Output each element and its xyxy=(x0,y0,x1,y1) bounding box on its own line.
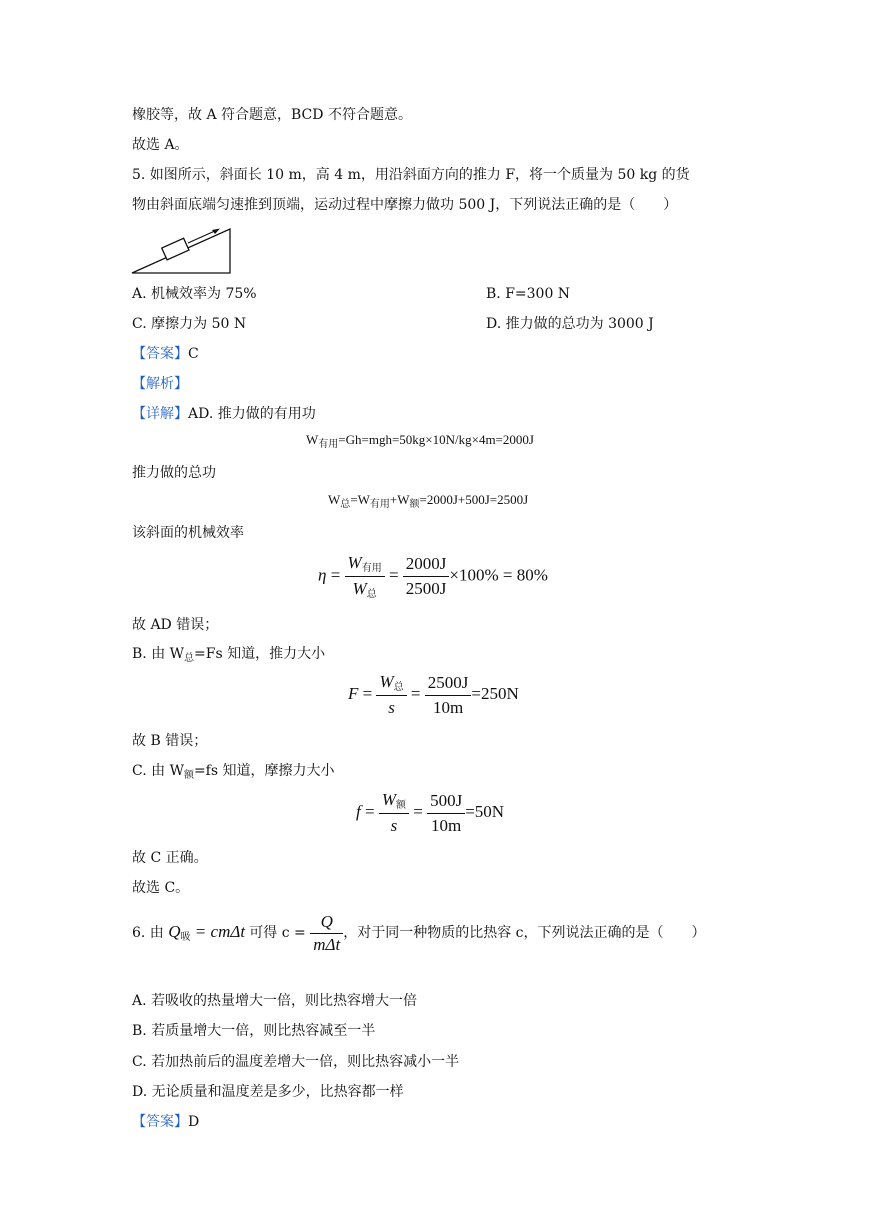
eq-subscript: 有用 xyxy=(361,563,382,574)
fraction xyxy=(379,790,409,836)
eq-part: =W xyxy=(350,492,370,507)
text-line: 故选 A。 xyxy=(132,137,189,153)
eq-part: +W xyxy=(389,492,410,507)
detail-text: AD. 推力做的有用功 xyxy=(188,406,316,422)
fraction-denominator: 10m xyxy=(432,697,464,717)
incline-figure xyxy=(128,222,238,278)
eq-subscript: 额 xyxy=(409,499,420,510)
text-line: 故选 C。 xyxy=(132,880,190,896)
option-b: B. F=300 N xyxy=(486,286,571,302)
text-line: 橡胶等，故 A 符合题意，BCD 不符合题意。 xyxy=(132,107,412,123)
fraction xyxy=(427,791,465,836)
eq-symbol: W xyxy=(379,672,394,691)
option-d: D. 无论质量和温度差是多少，比热容都一样 xyxy=(132,1084,404,1100)
fraction-denominator: 10m xyxy=(431,815,462,835)
text-part: =fs 知道，摩擦力大小 xyxy=(193,763,335,779)
option-d: D. 推力做的总功为 3000 J xyxy=(486,316,654,332)
text-line xyxy=(132,761,335,786)
answer-line xyxy=(132,344,199,364)
question-5-line2: 物由斜面底端匀速推到顶端，运动过程中摩擦力做功 500 J，下列说法正确的是（ ） xyxy=(132,197,678,213)
answer-tag: 【答案】 xyxy=(132,346,188,362)
option-c: C. 若加热前后的温度差增大一倍，则比热容减小一半 xyxy=(132,1054,460,1070)
eq-symbol: F xyxy=(348,683,359,703)
fraction-denominator: s xyxy=(388,698,395,717)
answer-line xyxy=(132,1112,199,1132)
eq-subscript: 总 xyxy=(340,499,351,510)
fraction-numerator: 2500J xyxy=(425,673,472,696)
equation-force: F = $\frac{W_总}{s}$ = $\frac{2500J}{10m}$ =250N xyxy=(348,672,519,717)
eq-subscript: 总 xyxy=(393,682,404,693)
fraction xyxy=(345,553,385,600)
question-6-line xyxy=(132,912,706,952)
answer-value: C xyxy=(188,346,199,362)
detail-line xyxy=(132,404,316,424)
equation-heat xyxy=(168,922,249,941)
eq-subscript: 吸 xyxy=(180,932,191,943)
eq-subscript: 总 xyxy=(184,653,195,664)
analysis-tag: 【解析】 xyxy=(132,376,188,392)
fraction-numerator: 500J xyxy=(427,791,465,814)
text-line: 故 B 错误； xyxy=(132,733,208,749)
fraction xyxy=(376,672,406,718)
eq-symbol: W xyxy=(328,492,341,507)
text-line xyxy=(132,644,325,669)
equation-efficiency: η = $\frac{W_{有用}}{W_总}$ = $\frac{2000J}{2500J}$ ×100% = 80% xyxy=(318,553,548,600)
text-line: 故 AD 错误； xyxy=(132,617,219,633)
answer-tag: 【答案】 xyxy=(132,1114,188,1130)
option-a: A. 机械效率为 75% xyxy=(132,286,257,302)
option-b: B. 若质量增大一倍，则比热容减至一半 xyxy=(132,1023,376,1039)
eq-symbol: W xyxy=(306,432,319,447)
question-5-line1: 5. 如图所示，斜面长 10 m，高 4 m，用沿斜面方向的推力 F，将一个质量为 50 kg 的货 xyxy=(132,167,690,183)
text-line: 故 C 正确。 xyxy=(132,850,208,866)
eq-symbol: W xyxy=(352,579,367,598)
text-line: 该斜面的机械效率 xyxy=(132,525,244,541)
fraction-numerator: 2000J xyxy=(403,554,450,577)
text-part: B. 由 W xyxy=(132,646,185,662)
text-part: 6. 由 xyxy=(132,925,164,941)
arrow-head-icon xyxy=(212,229,220,235)
eq-subscript: 有用 xyxy=(318,439,339,450)
eq-symbol: W xyxy=(381,790,396,809)
eq-part: = cmΔt xyxy=(194,922,246,941)
analysis-line xyxy=(132,374,188,394)
equation-useful-work xyxy=(306,432,534,450)
fraction-denominator: 2500J xyxy=(405,579,447,598)
eq-subscript: 有用 xyxy=(369,499,390,510)
fraction xyxy=(425,673,472,718)
option-c: C. 摩擦力为 50 N xyxy=(132,316,247,332)
eq-rest: ×100% = 80% xyxy=(449,565,548,585)
option-a: A. 若吸收的热量增大一倍，则比热容增大一倍 xyxy=(132,993,418,1009)
eq-symbol: Q xyxy=(168,922,181,941)
fraction xyxy=(310,913,343,954)
text-part: =Fs 知道，推力大小 xyxy=(194,646,326,662)
fraction-numerator: Q xyxy=(310,913,343,934)
eq-symbol: W xyxy=(347,553,362,572)
text-part: C. 由 W xyxy=(132,763,184,779)
eq-rest: =2000J+500J=2500J xyxy=(419,492,529,507)
eq-subscript: 额 xyxy=(396,800,406,811)
eq-rest: =250N xyxy=(471,683,519,703)
answer-value: D xyxy=(188,1114,200,1130)
eq-symbol: f xyxy=(356,801,361,821)
text-part: 可得 c = xyxy=(249,925,306,941)
eq-rest: =50N xyxy=(465,801,505,821)
fraction-denominator: s xyxy=(390,816,398,835)
eq-rest: =Gh=mgh=50kg×10N/kg×4m=2000J xyxy=(338,432,534,447)
cargo-box xyxy=(162,238,189,260)
eq-symbol: η xyxy=(318,565,327,585)
eq-subscript: 额 xyxy=(183,770,194,781)
equation-friction: f = $\frac{W_额}{s}$ = $\frac{500J}{10m}$ =50N xyxy=(356,790,505,835)
fraction xyxy=(403,554,450,599)
text-line: 推力做的总功 xyxy=(132,465,216,481)
text-part: ，对于同一种物质的比热容 c，下列说法正确的是（ ） xyxy=(343,925,706,941)
equation-total-work xyxy=(328,492,528,510)
detail-tag: 【详解】 xyxy=(132,406,188,422)
fraction-denominator: mΔt xyxy=(313,934,341,954)
eq-subscript: 总 xyxy=(366,589,377,600)
